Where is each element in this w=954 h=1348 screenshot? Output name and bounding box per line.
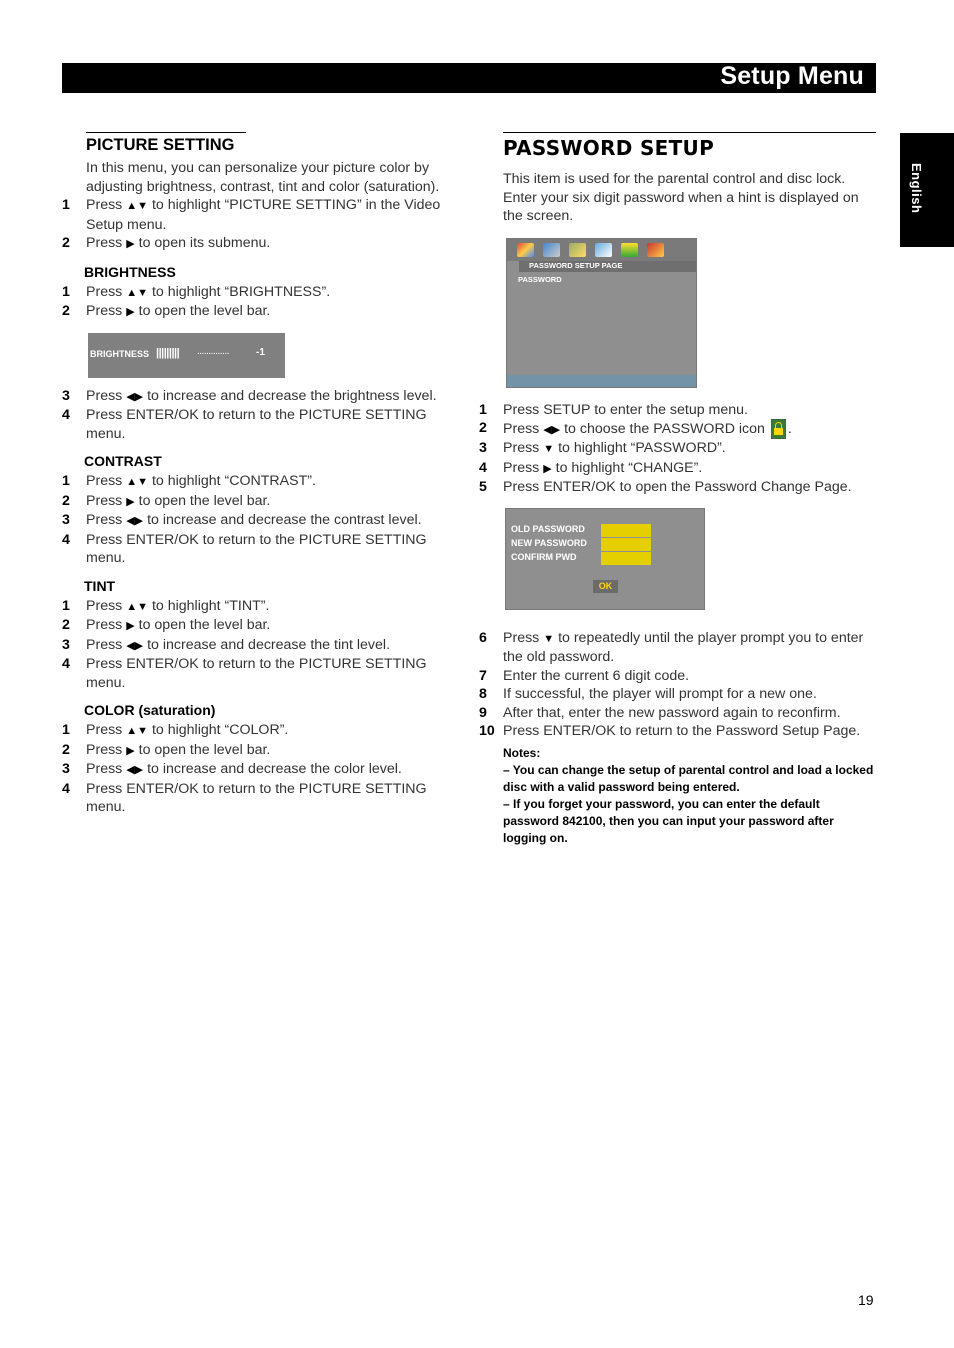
step-item (62, 196, 462, 234)
step-text-pre: Press (86, 636, 123, 653)
brightness-osd-dots: .............. (197, 345, 229, 357)
password-setup-steps-continued (479, 629, 876, 741)
password-setup-intro: This item is used for the parental control and disc lock. Enter your six digit password when a hint is displayed on the screen. (503, 171, 859, 224)
step-item (479, 629, 876, 667)
step-text-post: to highlight “TINT”. (151, 597, 270, 614)
step-text (503, 419, 876, 439)
password-setup-column (479, 132, 876, 847)
password-setup-steps (479, 401, 876, 497)
step-text (86, 780, 462, 817)
step-text (86, 511, 462, 531)
new-password-field (601, 538, 651, 551)
brightness-heading: BRIGHTNESS (84, 263, 176, 280)
step-number: 2 (62, 492, 70, 509)
step-text-post: to highlight “PASSWORD”. (558, 440, 726, 457)
step-item (62, 302, 462, 322)
arrow-keys-icon: ▲▼ (126, 200, 148, 212)
step-item (62, 492, 462, 512)
language-tab (900, 133, 954, 247)
step-item (62, 741, 462, 761)
step-text-tail: . (787, 420, 792, 437)
step-item (62, 511, 462, 531)
exit-icon (647, 243, 664, 257)
step-text (503, 722, 876, 741)
audio-setup-icon (543, 243, 560, 257)
step-item (62, 655, 462, 692)
lock-icon (621, 243, 638, 257)
step-text (503, 685, 876, 704)
step-text-post: to highlight “CHANGE”. (555, 459, 703, 476)
arrow-keys-icon: ▼ (543, 443, 555, 456)
step-text (86, 302, 462, 322)
step-text-post: to open its submenu. (138, 235, 271, 251)
step-text (503, 459, 876, 479)
step-item (479, 439, 876, 459)
step-number: 1 (62, 597, 70, 614)
step-text-post: to increase and decrease the tint level. (147, 636, 391, 653)
step-text-pre: Press (86, 303, 123, 319)
step-number: 4 (62, 656, 70, 672)
password-menu-item: PASSWORD (518, 274, 562, 284)
step-item (62, 760, 462, 780)
arrow-keys-icon: ◀▶ (126, 515, 144, 527)
arrow-keys-icon: ▲▼ (126, 476, 148, 488)
step-text-pre: Press (503, 440, 540, 457)
picture-setting-column (62, 132, 462, 817)
step-text-pre: Press (86, 387, 123, 404)
step-text-post: to open the level bar. (138, 617, 271, 633)
password-setup-page-screenshot (506, 238, 697, 388)
arrow-keys-icon: ▲▼ (126, 600, 148, 613)
step-number: 3 (479, 440, 487, 457)
notes-title: Notes: (503, 745, 541, 760)
step-text-post: to increase and decrease the brightness level. (147, 387, 437, 404)
step-text-pre: Press (86, 235, 123, 251)
step-number: 3 (62, 761, 70, 777)
step-text (503, 401, 876, 420)
step-text-post: to highlight “COLOR”. (151, 722, 289, 738)
step-text-post: to open the level bar. (138, 741, 271, 758)
contrast-heading: CONTRAST (84, 453, 162, 469)
step-number: 10 (479, 723, 495, 740)
brightness-steps (62, 283, 462, 322)
step-item (62, 780, 462, 817)
step-text (86, 741, 462, 761)
step-item (62, 406, 462, 443)
step-text (503, 667, 876, 686)
tint-heading: TINT (84, 577, 116, 594)
step-text-pre: Press (86, 617, 123, 633)
note-item-1: – You can change the setup of parental control and load a locked disc with a valid password being entered. (503, 762, 874, 794)
confirm-password-field (601, 552, 651, 565)
step-number: 4 (62, 531, 70, 548)
step-item (62, 234, 462, 254)
step-item (479, 401, 876, 420)
step-text-pre: Press (86, 283, 123, 300)
brightness-steps-continued (62, 387, 462, 444)
step-number: 4 (62, 780, 70, 797)
arrow-keys-icon: ▲▼ (126, 286, 148, 299)
step-text (86, 636, 462, 656)
language-tab-label: English (909, 163, 924, 214)
step-text (503, 478, 876, 497)
step-number: 1 (62, 283, 70, 300)
step-item (62, 387, 462, 407)
new-password-label: NEW PASSWORD (511, 537, 587, 548)
arrow-keys-icon: ▶ (126, 744, 135, 757)
setup-icon-bar (507, 239, 696, 261)
step-number: 2 (62, 303, 70, 319)
step-item (479, 704, 876, 723)
step-text-post: Press ENTER/OK to return to the PICTURE SETTING menu. (86, 780, 427, 815)
step-text-pre: Press (86, 197, 123, 213)
step-text-pre: Press (503, 420, 540, 437)
contrast-steps (62, 472, 462, 568)
step-text-post: Press ENTER/OK to return to the PICTURE SETTING menu. (86, 656, 427, 691)
step-number: 2 (479, 420, 487, 436)
step-number: 9 (479, 704, 487, 721)
step-number: 4 (479, 459, 487, 476)
step-item (62, 283, 462, 303)
step-text-post: Press ENTER/OK to return to the PICTURE SETTING menu. (86, 407, 427, 442)
brightness-osd-label: BRIGHTNESS (90, 348, 150, 359)
old-password-field (601, 524, 651, 537)
step-text (503, 629, 876, 667)
brightness-osd-bars: ||||||||| (156, 346, 180, 359)
step-text (503, 704, 876, 723)
password-lock-icon (771, 419, 786, 439)
step-item (62, 597, 462, 617)
step-text (86, 283, 462, 303)
step-text-pre: Press (503, 629, 540, 646)
osd-bottom-bar (507, 375, 696, 387)
dolby-setup-icon (569, 243, 586, 257)
step-text-post: Enter the current 6 digit code. (503, 667, 690, 684)
step-number: 4 (62, 407, 70, 423)
brightness-osd-value: -1 (256, 346, 265, 358)
step-text-post: to open the level bar. (138, 303, 271, 319)
step-text (86, 760, 462, 780)
step-number: 6 (479, 629, 487, 646)
picture-setting-heading: PICTURE SETTING (86, 132, 246, 155)
step-text-post: Press ENTER/OK to return to the Password Setup Page. (503, 723, 861, 740)
step-text (86, 597, 462, 617)
step-item (479, 685, 876, 704)
step-number: 2 (62, 617, 70, 633)
step-text-post: to increase and decrease the color level. (147, 761, 402, 777)
step-text-post: to increase and decrease the contrast level. (147, 512, 422, 528)
step-text (86, 387, 462, 407)
step-text-post: to highlight “PICTURE SETTING” in the Video Setup menu. (86, 197, 441, 233)
step-item (62, 531, 462, 568)
step-text (86, 531, 462, 568)
step-number: 3 (62, 387, 70, 404)
step-text-post: Press ENTER/OK to return to the PICTURE SETTING menu. (86, 531, 427, 566)
old-password-label: OLD PASSWORD (511, 523, 585, 534)
confirm-password-label: CONFIRM PWD (511, 551, 577, 562)
arrow-keys-icon: ▶ (126, 238, 135, 250)
header-bar (62, 63, 876, 93)
step-text-post: to highlight “BRIGHTNESS”. (151, 283, 331, 300)
picture-setting-intro: In this menu, you can personalize your picture color by adjusting brightness, contrast, tint and color (saturation). (86, 160, 440, 195)
step-item (479, 667, 876, 686)
step-text (503, 439, 876, 459)
notes (503, 745, 876, 847)
password-setup-heading: PASSWORD SETUP (503, 132, 876, 160)
step-text (86, 492, 462, 512)
general-setup-icon (517, 243, 534, 257)
step-number: 5 (479, 479, 487, 496)
step-text (86, 472, 462, 492)
step-text-pre: Press (86, 722, 123, 738)
step-item (62, 616, 462, 636)
arrow-keys-icon: ▼ (543, 632, 555, 645)
arrow-keys-icon: ◀▶ (126, 639, 144, 652)
step-text-pre: Press (86, 492, 123, 509)
step-text-post: After that, enter the new password again to reconfirm. (503, 704, 841, 721)
page-title: Setup Menu (720, 62, 864, 90)
step-text-pre: Press (86, 473, 123, 489)
page-number: 19 (858, 1292, 874, 1308)
picture-setting-steps (62, 196, 462, 254)
step-text (86, 655, 462, 692)
step-text-post: Press ENTER/OK to open the Password Change Page. (503, 479, 852, 496)
step-text-post: to repeatedly until the player prompt you to enter the old password. (503, 629, 864, 666)
step-text-post: to open the level bar. (138, 492, 271, 509)
step-text-post: to highlight “CONTRAST”. (151, 473, 316, 489)
step-text (86, 406, 462, 443)
step-text-post: If successful, the player will prompt for a new one. (503, 686, 817, 703)
step-number: 3 (62, 512, 70, 528)
step-item (62, 636, 462, 656)
video-setup-icon (595, 243, 612, 257)
arrow-keys-icon: ▶ (543, 462, 552, 475)
arrow-keys-icon: ▶ (126, 495, 135, 508)
step-item (479, 478, 876, 497)
arrow-keys-icon: ▶ (126, 620, 135, 632)
step-text (86, 234, 462, 254)
step-number: 8 (479, 686, 487, 703)
arrow-keys-icon: ▲▼ (126, 725, 148, 737)
arrow-keys-icon: ◀▶ (543, 423, 561, 436)
step-number: 1 (479, 401, 487, 418)
step-text (86, 196, 462, 234)
brightness-level-bar-screenshot (88, 333, 285, 378)
step-number: 1 (62, 722, 70, 738)
step-item (479, 419, 876, 439)
step-text-pre: Press (86, 761, 123, 777)
step-text-pre: Press (86, 597, 123, 614)
step-text-pre: Press (86, 512, 123, 528)
arrow-keys-icon: ◀▶ (126, 390, 144, 403)
step-text (86, 721, 462, 741)
step-text-pre: Press (503, 459, 540, 476)
step-item (479, 722, 876, 741)
arrow-keys-icon: ▶ (126, 306, 135, 318)
ok-button: OK (593, 580, 618, 593)
password-setup-page-title: PASSWORD SETUP PAGE (519, 261, 696, 272)
step-number: 3 (62, 636, 70, 653)
step-text-pre: Press (86, 741, 123, 758)
arrow-keys-icon: ◀▶ (126, 764, 144, 776)
password-change-page-screenshot (505, 508, 705, 610)
step-number: 7 (479, 667, 487, 684)
step-text (86, 616, 462, 636)
note-item-2: – If you forget your password, you can enter the default password 842100, then you can input your password after logging on. (503, 796, 834, 845)
step-text-post: Press SETUP to enter the setup menu. (503, 401, 748, 418)
color-heading: COLOR (saturation) (84, 702, 216, 718)
step-text-post: to choose the PASSWORD icon (564, 420, 765, 437)
step-number: 2 (62, 235, 70, 251)
tint-steps (62, 597, 462, 693)
step-item (62, 472, 462, 492)
color-steps (62, 721, 462, 817)
step-number: 1 (62, 473, 70, 489)
step-item (479, 459, 876, 479)
step-number: 2 (62, 741, 70, 758)
step-item (62, 721, 462, 741)
step-number: 1 (62, 197, 70, 213)
